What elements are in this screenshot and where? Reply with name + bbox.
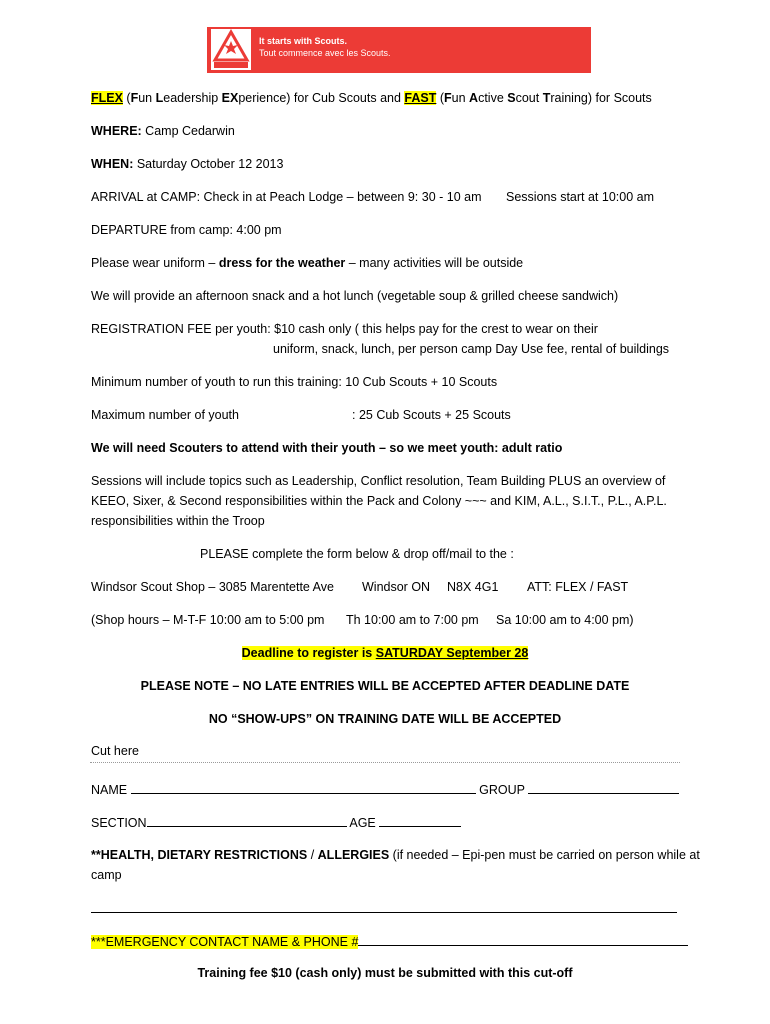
title-text: (: [436, 91, 444, 105]
hours-sa: Sa 10:00 am to 4:00 pm): [496, 613, 634, 627]
deadline-line: [0, 645, 770, 661]
banner-slogan: [259, 35, 391, 59]
scouts-canada-logo: [211, 29, 251, 70]
title-initial: F: [444, 91, 452, 105]
name-field[interactable]: [131, 781, 476, 794]
health-label: HEALTH, DIETARY RESTRICTIONS: [100, 848, 308, 862]
scouts-banner: [207, 27, 591, 73]
shop-city: Windsor ON: [362, 580, 431, 594]
when-line: [91, 156, 283, 172]
health-note-continued: camp: [91, 868, 122, 882]
health-slash: /: [307, 848, 318, 862]
departure-line: DEPARTURE from camp: 4:00 pm: [91, 223, 282, 237]
when-label: WHEN:: [91, 157, 134, 171]
name-row: [91, 781, 679, 798]
arrival-line: ARRIVAL at CAMP: Check in at Peach Lodge – between 9: 30 - 10 am: [91, 190, 482, 204]
title-text: (: [122, 91, 131, 105]
group-field[interactable]: [528, 781, 679, 794]
emergency-row: [91, 933, 688, 950]
where-line: [91, 123, 235, 139]
title-text: un: [138, 91, 156, 105]
title-initial: EX: [221, 91, 239, 105]
minimum-line: Minimum number of youth to run this training: 10 Cub Scouts + 10 Scouts: [91, 375, 498, 389]
emergency-field[interactable]: [358, 933, 688, 946]
name-label: NAME: [91, 783, 128, 797]
title-text: cout: [515, 91, 543, 105]
health-answer-field[interactable]: [91, 900, 677, 913]
section-row: [91, 814, 461, 831]
shop-postal: N8X 4G1: [447, 580, 499, 594]
banner-slogan-en: It starts with Scouts.: [259, 36, 348, 46]
allergies-label: ALLERGIES: [317, 848, 390, 862]
when-value: Saturday October 12 2013: [133, 157, 284, 171]
fee-line-1: REGISTRATION FEE per youth: $10 cash only ( this helps pay for the crest to wear on their: [91, 322, 598, 336]
scouters-line: We will need Scouters to attend with their youth – so we meet youth: adult ratio: [91, 441, 563, 455]
hours-th: Th 10:00 am to 7:00 pm: [346, 613, 479, 627]
section-label: SECTION: [91, 816, 147, 830]
deadline-date: SATURDAY September 28: [375, 646, 529, 660]
emergency-label: ***EMERGENCY CONTACT NAME & PHONE #: [91, 935, 359, 949]
cut-line: [90, 762, 680, 763]
banner-slogan-fr: Tout commence avec les Scouts.: [259, 48, 391, 58]
title-initial: F: [130, 91, 139, 105]
hours-mtf: (Shop hours – M-T-F 10:00 am to 5:00 pm: [91, 613, 325, 627]
title-text: perience) for Cub Scouts and: [238, 91, 405, 105]
health-note: (if needed – Epi-pen must be carried on person while at: [389, 848, 700, 862]
health-prefix: **: [91, 848, 101, 862]
where-value: Camp Cedarwin: [141, 124, 235, 138]
deadline-pre: Deadline to register is: [241, 646, 376, 660]
flex-label: FLEX: [91, 91, 123, 105]
topics-line-3: responsibilities within the Troop: [91, 514, 265, 528]
snack-line: We will provide an afternoon snack and a hot lunch (vegetable soup & grilled cheese sandwich): [91, 289, 619, 303]
title-initial: S: [507, 91, 516, 105]
shop-name: Windsor Scout Shop – 3085 Marentette Ave: [91, 580, 334, 594]
no-show-note: NO “SHOW-UPS” ON TRAINING DATE WILL BE ACCEPTED: [208, 712, 562, 726]
group-label: GROUP: [479, 783, 525, 797]
uniform-line: [91, 255, 523, 271]
title-text: raining) for Scouts: [550, 91, 652, 105]
deadline-highlight: [242, 646, 529, 660]
title-text: eadership: [163, 91, 222, 105]
fee-line-2: uniform, snack, lunch, per person camp Day Use fee, rental of buildings: [273, 342, 670, 356]
maximum-label: Maximum number of youth: [91, 408, 239, 422]
sessions-start: Sessions start at 10:00 am: [506, 190, 654, 204]
title-initial: A: [469, 91, 479, 105]
health-line: [91, 847, 700, 863]
title-text: un: [451, 91, 470, 105]
uniform-post: – many activities will be outside: [345, 256, 524, 270]
uniform-pre: Please wear uniform –: [91, 256, 219, 270]
health-answer-row: [91, 900, 677, 917]
age-field[interactable]: [379, 814, 461, 827]
cut-here-label: Cut here: [91, 744, 139, 758]
shop-att: ATT: FLEX / FAST: [527, 580, 629, 594]
please-complete: PLEASE complete the form below & drop off/mail to the :: [200, 547, 514, 561]
title-text: ctive: [478, 91, 508, 105]
fast-label: FAST: [404, 91, 437, 105]
maximum-value: : 25 Cub Scouts + 25 Scouts: [352, 408, 511, 422]
age-label: AGE: [349, 816, 376, 830]
program-title: [91, 90, 652, 106]
late-entries-note: PLEASE NOTE – NO LATE ENTRIES WILL BE ACCEPTED AFTER DEADLINE DATE: [140, 679, 630, 693]
fee-cutoff-note: Training fee $10 (cash only) must be submitted with this cut-off: [197, 966, 573, 980]
section-field[interactable]: [147, 814, 347, 827]
topics-line-2: KEEO, Sixer, & Second responsibilities within the Pack and Colony ~~~ and KIM, A.L., S.I.T., P.L., A.P.L.: [91, 494, 667, 508]
uniform-bold: dress for the weather: [218, 256, 346, 270]
where-label: WHERE:: [91, 124, 142, 138]
title-initial: L: [155, 91, 164, 105]
title-initial: T: [542, 91, 551, 105]
topics-line-1: Sessions will include topics such as Leadership, Conflict resolution, Team Building PLUS an overview of: [91, 474, 666, 488]
